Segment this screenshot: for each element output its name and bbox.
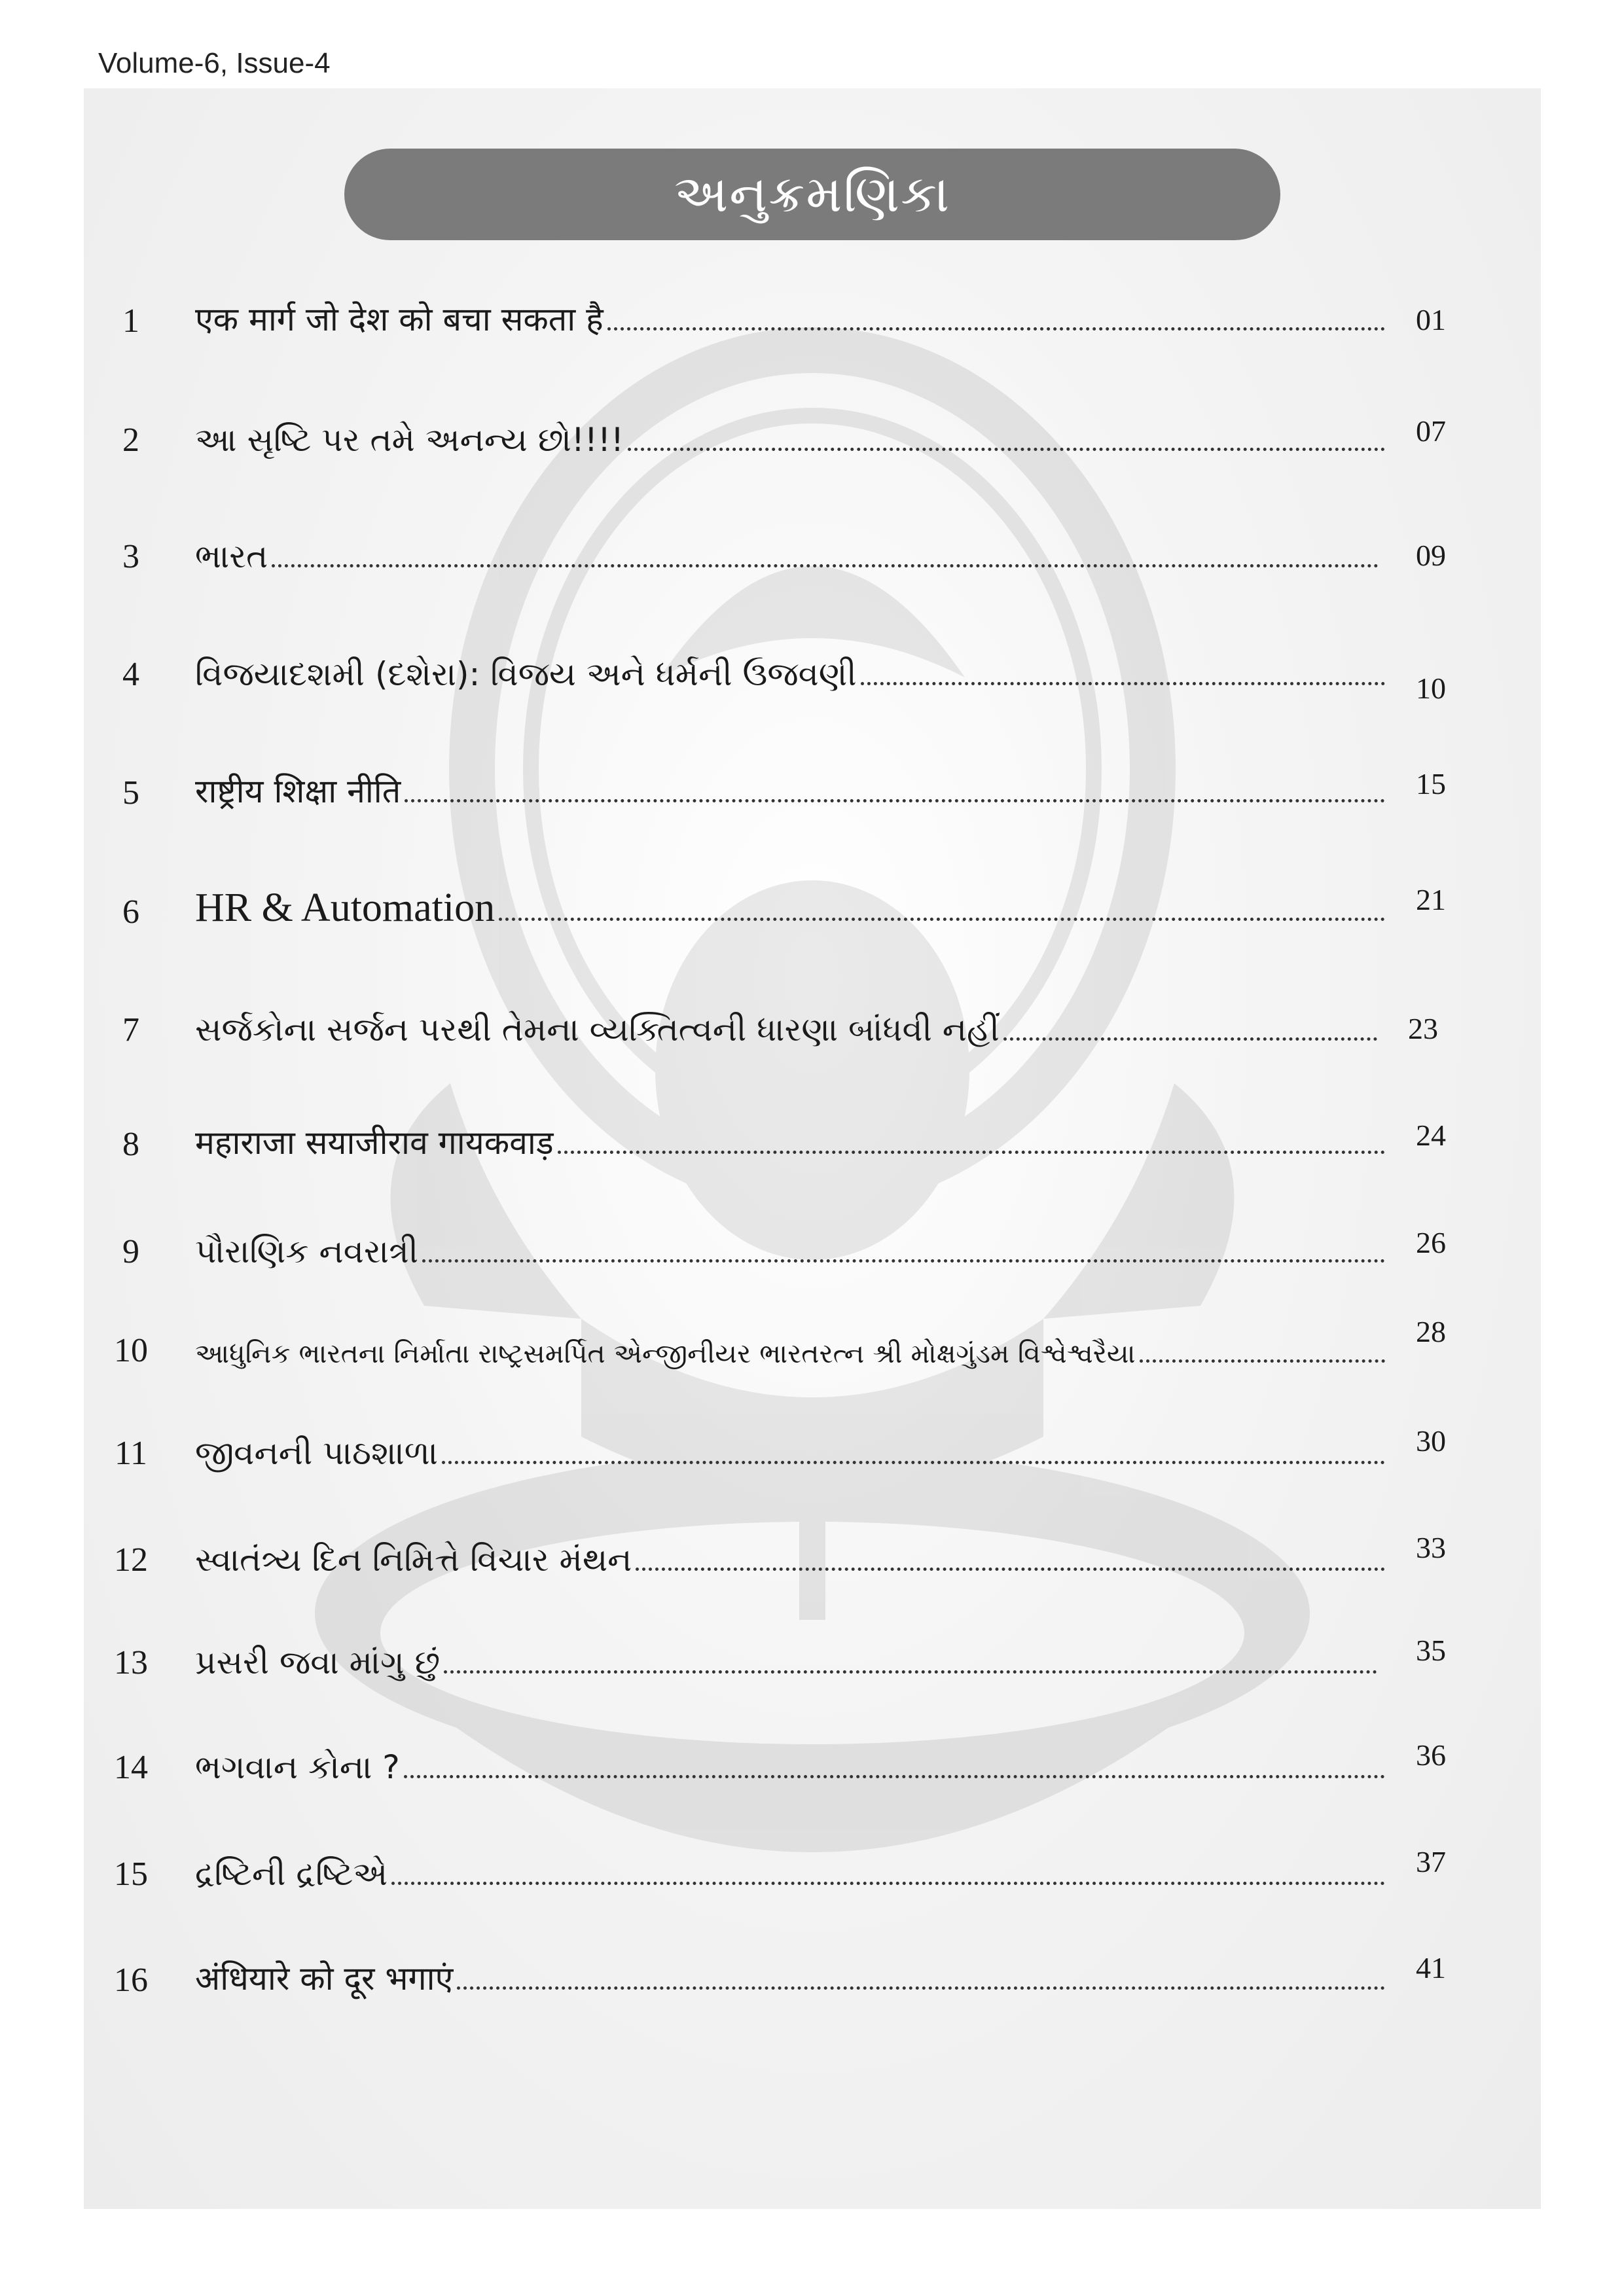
dotted-leader (405, 798, 1385, 802)
toc-entry-number: 13 (114, 1644, 148, 1681)
toc-entry-number: 9 (122, 1233, 139, 1270)
toc-entry-10[interactable] (84, 1315, 1541, 1370)
toc-entry-9[interactable] (84, 1219, 1541, 1271)
dotted-leader (1140, 1359, 1385, 1363)
toc-entry-page: 15 (1416, 767, 1446, 800)
toc-entry-number: 5 (122, 774, 139, 812)
toc-entry-page: 26 (1416, 1226, 1446, 1259)
toc-entry-page: 41 (1416, 1951, 1446, 1984)
dotted-leader (444, 1670, 1377, 1674)
toc-entry-5[interactable] (84, 760, 1541, 812)
toc-entry-14[interactable] (84, 1734, 1541, 1787)
toc-entry-page: 09 (1416, 539, 1446, 572)
toc-entry-title: अंधियारे को दूर भगाएं (195, 1960, 454, 1998)
volume-issue-label: Volume-6, Issue-4 (98, 47, 331, 79)
dotted-leader (861, 681, 1385, 685)
dotted-leader (607, 327, 1385, 331)
toc-entry-number: 1 (122, 302, 139, 340)
toc-entry-number: 7 (122, 1011, 139, 1049)
toc-entry-number: 10 (114, 1332, 148, 1369)
toc-entry-page: 07 (1416, 414, 1446, 448)
toc-entry-3[interactable] (84, 524, 1541, 576)
toc-entry-title-line (195, 885, 1385, 931)
dotted-leader (558, 1150, 1385, 1154)
toc-entry-title: આ સૃષ્ટિ પર તમે અનન્ય છો!!!! (195, 421, 624, 459)
toc-entry-title: राष्ट्रीय शिक्षा नीति (195, 772, 401, 810)
toc-title: અનુક્રમણિકા (674, 164, 951, 224)
toc-entry-page: 01 (1416, 303, 1446, 336)
toc-entry-page: 37 (1416, 1845, 1446, 1878)
toc-entry-title: HR & Automation (195, 886, 496, 930)
toc-entry-title-line (195, 768, 1385, 812)
toc-entry-title-line (195, 1434, 1385, 1473)
toc-entry-title-line (195, 296, 1385, 340)
toc-entry-title-line (195, 421, 1385, 459)
toc-entry-title: આધુનિક ભારતના નિર્માતા રાષ્ટ્રસમર્પિત એન્જીનીયર ભારતરત્ન શ્રી મોક્ષગુંડમ વિશ્વેશ્વરૈયા (195, 1338, 1136, 1369)
toc-entry-number: 14 (114, 1749, 148, 1786)
toc-entry-title-line (195, 1643, 1377, 1682)
dotted-leader (499, 917, 1385, 921)
dotted-leader (1003, 1037, 1377, 1041)
toc-entry-number: 3 (122, 538, 139, 575)
toc-panel (84, 88, 1541, 2209)
toc-entry-title-line (195, 1955, 1385, 2000)
dotted-leader (404, 1774, 1385, 1778)
toc-entry-2[interactable] (84, 407, 1541, 459)
toc-entry-page: 24 (1416, 1119, 1446, 1152)
toc-entry-title-line (195, 1232, 1385, 1271)
toc-entry-title-line (195, 537, 1379, 576)
toc-entry-title-line (195, 1855, 1385, 1893)
toc-entry-title: પૌરાણિક નવરાત્રી (195, 1232, 419, 1270)
toc-entry-8[interactable] (84, 1111, 1541, 1164)
dotted-leader (628, 447, 1385, 451)
toc-entry-15[interactable] (84, 1841, 1541, 1893)
toc-entry-number: 2 (122, 422, 139, 459)
toc-entry-page: 10 (1416, 672, 1446, 705)
toc-entry-title-line (195, 655, 1385, 694)
toc-entry-title-line (195, 1338, 1385, 1370)
toc-title-banner (344, 149, 1280, 240)
toc-entry-title-line (195, 1011, 1377, 1049)
dotted-leader (636, 1567, 1385, 1571)
toc-entry-number: 16 (114, 1962, 148, 1999)
toc-entry-6[interactable] (84, 879, 1541, 931)
dotted-leader (272, 564, 1379, 567)
dotted-leader (422, 1259, 1385, 1263)
toc-entry-page: 28 (1416, 1315, 1446, 1348)
toc-entry-title: જીવનની પાઠશાળા (195, 1434, 438, 1472)
dotted-leader (442, 1460, 1385, 1464)
toc-entry-title: દ્રષ્ટિની દ્રષ્ટિએ (195, 1855, 388, 1893)
toc-entry-number: 4 (122, 656, 139, 693)
dotted-leader (391, 1881, 1385, 1885)
toc-entry-page: 35 (1416, 1634, 1446, 1667)
toc-entry-title: महाराजा सयाजीराव गायकवाड़ (195, 1124, 554, 1162)
toc-entry-4[interactable] (84, 641, 1541, 705)
toc-entry-number: 8 (122, 1126, 139, 1163)
toc-entry-number: 15 (114, 1856, 148, 1893)
toc-entry-title-line (195, 1119, 1385, 1164)
toc-entry-title-line (195, 1748, 1385, 1787)
toc-entry-16[interactable] (84, 1947, 1541, 2000)
toc-entry-11[interactable] (84, 1420, 1541, 1473)
toc-entry-title: સ્વાતંત્ર્ય દિન નિમિત્તે વિચાર મંથન (195, 1541, 632, 1579)
toc-entry-title: एक मार्ग जो देश को बचा सकता है (195, 300, 604, 338)
toc-entry-number: 6 (122, 893, 139, 931)
toc-entry-number: 12 (114, 1541, 148, 1579)
toc-entry-title: ભગવાન કોના ? (195, 1748, 400, 1786)
toc-entry-title: પ્રસરી જવા માંગુ છું (195, 1643, 441, 1681)
toc-entry-page: 30 (1416, 1424, 1446, 1458)
toc-entry-page: 33 (1416, 1531, 1446, 1564)
toc-entry-number: 11 (114, 1435, 148, 1472)
toc-entry-7[interactable] (84, 997, 1541, 1049)
toc-entry-1[interactable] (84, 288, 1541, 340)
toc-entry-page: 23 (1408, 1012, 1438, 1045)
toc-entry-page: 21 (1416, 883, 1446, 916)
toc-entry-13[interactable] (84, 1630, 1541, 1682)
toc-entry-title-line (195, 1541, 1385, 1579)
toc-entry-12[interactable] (84, 1527, 1541, 1579)
dotted-leader (457, 1986, 1385, 1990)
toc-entry-title: વિજયાદશમી (દશેરા): વિજય અને ધર્મની ઉજવણી (195, 655, 857, 693)
toc-entry-title: સર્જકોના સર્જન પરથી તેમના વ્યક્તિત્વની ધારણા બાંધવી નહીં (195, 1011, 1000, 1049)
toc-entry-page: 36 (1416, 1738, 1446, 1772)
toc-entry-title: ભારત (195, 537, 268, 575)
